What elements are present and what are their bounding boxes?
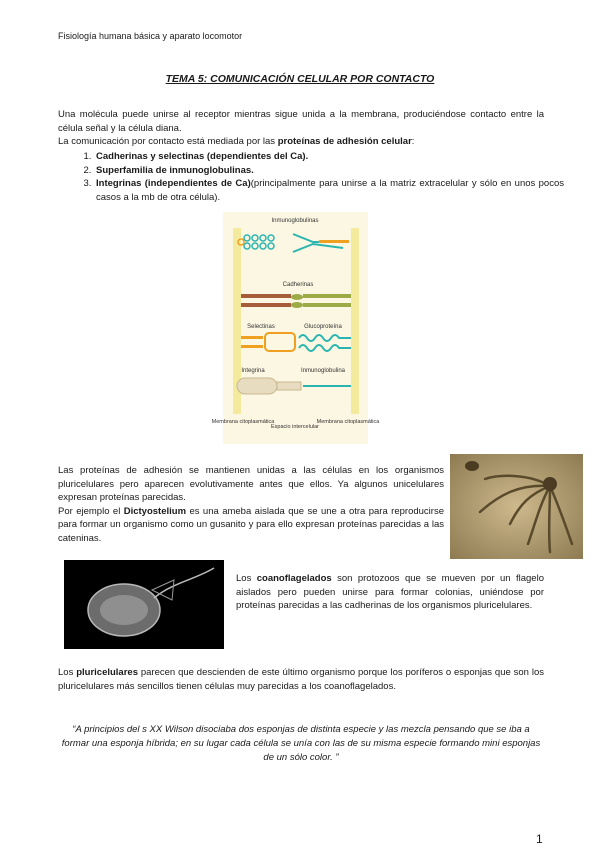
label-immunoglobulin-mid: Inmunoglobulina: [300, 368, 346, 374]
section4-text-end: parecen que descienden de este último organismo porque los poríferos o esponjas que son los pluricelulares más sencillos tienen células muy parecidas a los coanoflagelados.: [58, 667, 544, 692]
intro-text-2: La comunicación por contacto está mediada por las: [58, 136, 278, 147]
page-title: TEMA 5: COMUNICACIÓN CELULAR POR CONTACTO: [165, 73, 435, 85]
intro-text-1: Una molécula puede unirse al receptor mientras sigue unida a la membrana, produciéndose contacto entre la célula señal y la célula diana.: [58, 109, 544, 134]
list-item: [94, 164, 564, 178]
label-space: Espacio intercelular: [271, 424, 319, 430]
adhesion-protein-list: [74, 150, 564, 204]
section4-text-start: Los: [58, 667, 77, 678]
membrane-right: [351, 228, 359, 414]
page-number: 1: [536, 832, 543, 846]
section3-text-end: son protozoos que se mueven por un flagelo aislados pero pueden unirse para formar colonias, uniéndose por proteínas parecidas a las cadherinas de los organismos pluricelulares.: [236, 573, 544, 611]
section2-text-2: Por ejemplo el: [58, 505, 124, 517]
aggregation-center: [543, 477, 557, 491]
list-item: [94, 177, 564, 204]
dictyostelium-photo: [450, 454, 583, 559]
cell-interior: [100, 595, 148, 625]
list-item-bold: Integrinas (independientes de Ca): [96, 178, 251, 189]
section3-text-start: Los: [236, 573, 257, 584]
label-glycoprotein: Glucoproteína: [304, 324, 342, 330]
section2-paragraph: [58, 464, 444, 545]
dictyostelium-term: Dictyostelium: [123, 505, 187, 517]
section4-paragraph: [58, 666, 544, 693]
choanoflagellates-term: coanoflagelados: [256, 573, 332, 584]
choanoflagellate-photo: [64, 560, 224, 649]
section2-text-1: Las proteínas de adhesión se mantienen unidas a las células en los organismos pluricelulares pero aparecen evolutivamente antes que ellos. Ya algunos unicelulares expresan proteínas parecidas.: [58, 465, 444, 503]
page-header: Fisiología humana básica y aparato locomotor: [58, 31, 243, 41]
intro-text-2-bold: proteínas de adhesión celular: [277, 136, 412, 147]
intro-text-2-end: :: [411, 136, 415, 147]
multicellular-term: pluricelulares: [76, 667, 138, 678]
immunoglobulin-bar: [319, 240, 349, 243]
label-cadherins: Cadherinas: [282, 282, 314, 288]
list-item: [94, 150, 564, 164]
list-item-bold: Superfamilia de inmunoglobulinas.: [96, 164, 254, 176]
label-membrane-right: Membrana citoplasmática: [316, 419, 380, 425]
wilson-quote: “A principios del s XX Wilson disociaba dos esponjas de distinta especie y las mezcla pensando que se iba a formar una esponja híbrida; en su lugar cada célula se unía con las de su misma especie formando mini esponjas de un sólo color. ”: [61, 724, 541, 763]
section2-text-2-end: es una ameba aislada que se une a otra para reproducirse para formar un organismo como un gusanito y para ello expresan proteínas parecidas a las cateninas.: [58, 505, 444, 544]
label-immunoglobulins-top: Inmunoglobulinas: [271, 218, 319, 224]
intro-paragraph: [58, 108, 544, 149]
label-membrane-left: Membrana citoplasmática: [211, 419, 275, 425]
label-selectins: Selectinas: [247, 324, 275, 330]
list-item-text: (principalmente para unirse a la matriz extracelular y sólo en unos pocos casos a la mb de otra célula).: [96, 178, 564, 203]
adhesion-proteins-diagram: [211, 212, 380, 444]
section3-paragraph: [236, 572, 544, 613]
list-item-bold: Cadherinas y selectinas (dependientes del Ca).: [96, 151, 309, 162]
label-integrin: Integrina: [241, 368, 265, 374]
